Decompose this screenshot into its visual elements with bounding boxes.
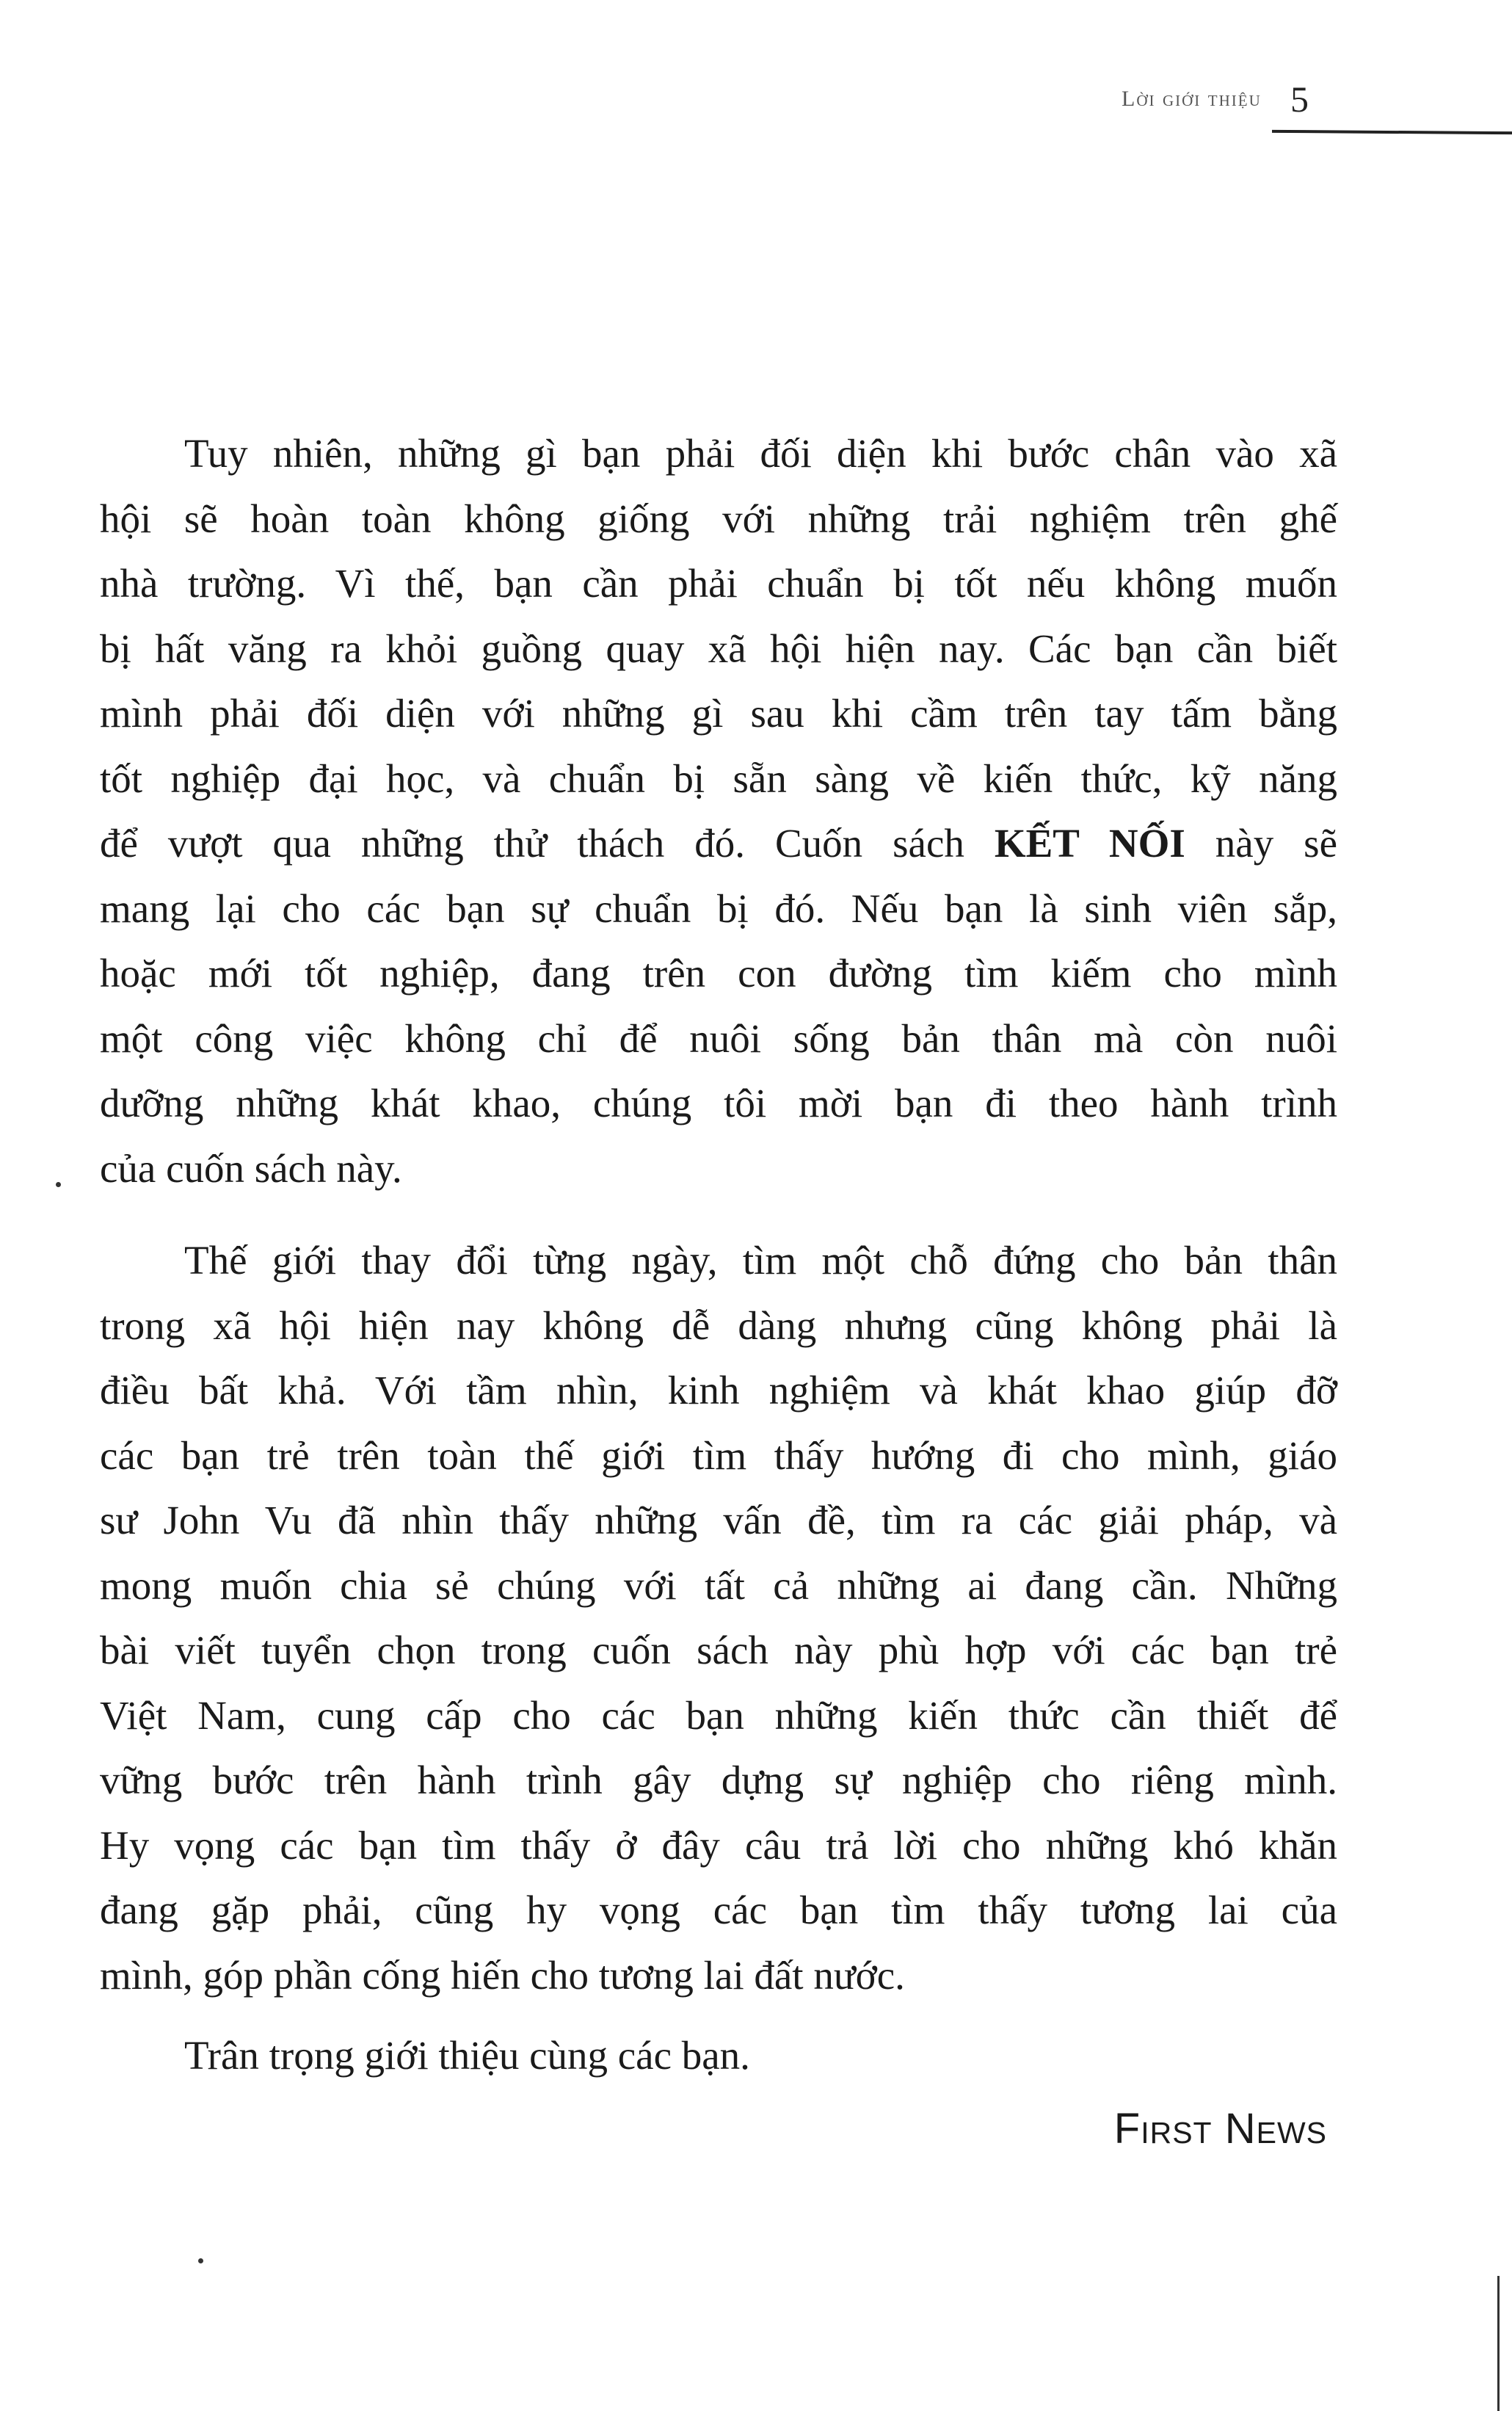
text-line: Thế giới thay đổi từng ngày, tìm một chỗ đứng cho bản thân [184,1238,1337,1283]
text-line: mang lại cho các bạn sự chuẩn bị đó. Nếu bạn là sinh viên sắp, [100,885,1337,931]
text-line: nhà trường. Vì thế, bạn cần phải chuẩn bị tốt nếu không muốn [100,561,1337,606]
text-line: điều bất khả. Với tầm nhìn, kinh nghiệm và khát khao giúp đỡ [100,1368,1337,1413]
text-line: vững bước trên hành trình gây dựng sự nghiệp cho riêng mình. [100,1758,1337,1802]
text-line: các bạn trẻ trên toàn thế giới tìm thấy hướng đi cho mình, giáo [100,1432,1337,1478]
text-line: một công việc không chỉ để nuôi sống bản thân mà còn nuôi [100,1015,1337,1061]
text-line: Việt Nam, cung cấp cho các bạn những kiến thức cần thiết để [100,1692,1337,1738]
text-line: tốt nghiệp đại học, và chuẩn bị sẵn sàng về kiến thức, kỹ năng [100,755,1337,801]
scan-speck [56,1182,61,1187]
text-line: mình, góp phần cống hiến cho tương lai đất nước. [100,1952,905,1998]
text-line: của cuốn sách này. [100,1145,402,1191]
text-line: hoặc mới tốt nghiệp, đang trên con đường tìm kiếm cho mình [100,951,1337,996]
text-line: Tuy nhiên, những gì bạn phải đối diện khi bước chân vào xã [184,431,1337,476]
paragraph-1 [100,421,1337,1201]
paragraph-2 [100,1228,1337,2008]
text-line: để vượt qua những thử thách đó. Cuốn sách KẾT NỐI này sẽ [100,821,1337,866]
page-number: 5 [1290,79,1309,120]
text-line: đang gặp phải, cũng hy vọng các bạn tìm thấy tương lai của [100,1888,1337,1932]
text-line: trong xã hội hiện nay không dễ dàng nhưng cũng không phải là [100,1302,1337,1348]
running-header-title: Lời giới thiệu [1122,87,1262,111]
text-line: hội sẽ hoàn toàn không giống với những trải nghiệm trên ghế [100,496,1337,541]
text-line: Trân trọng giới thiệu cùng các bạn. [184,2033,750,2078]
header-rule [1272,130,1512,134]
book-title: KẾT NỐI [994,821,1185,866]
text-line: mình phải đối diện với những gì sau khi cầm trên tay tấm bằng [100,691,1337,736]
closing-line [100,2023,1337,2089]
text-line: bài viết tuyển chọn trong cuốn sách này phù hợp với các bạn trẻ [100,1628,1337,1672]
text-line: bị hất văng ra khỏi guồng quay xã hội hiện nay. Các bạn cần biết [100,626,1337,671]
scan-edge [1497,2276,1500,2411]
signature: First News [1113,2105,1327,2153]
text-line: dưỡng những khát khao, chúng tôi mời bạn đi theo hành trình [100,1081,1337,1125]
text-line: mong muốn chia sẻ chúng với tất cả những ai đang cần. Những [100,1562,1337,1608]
text-line: sư John Vu đã nhìn thấy những vấn đề, tìm ra các giải pháp, và [100,1498,1337,1542]
text-line: Hy vọng các bạn tìm thấy ở đây câu trả lời cho những khó khăn [100,1822,1337,1868]
scan-speck [198,2258,203,2263]
